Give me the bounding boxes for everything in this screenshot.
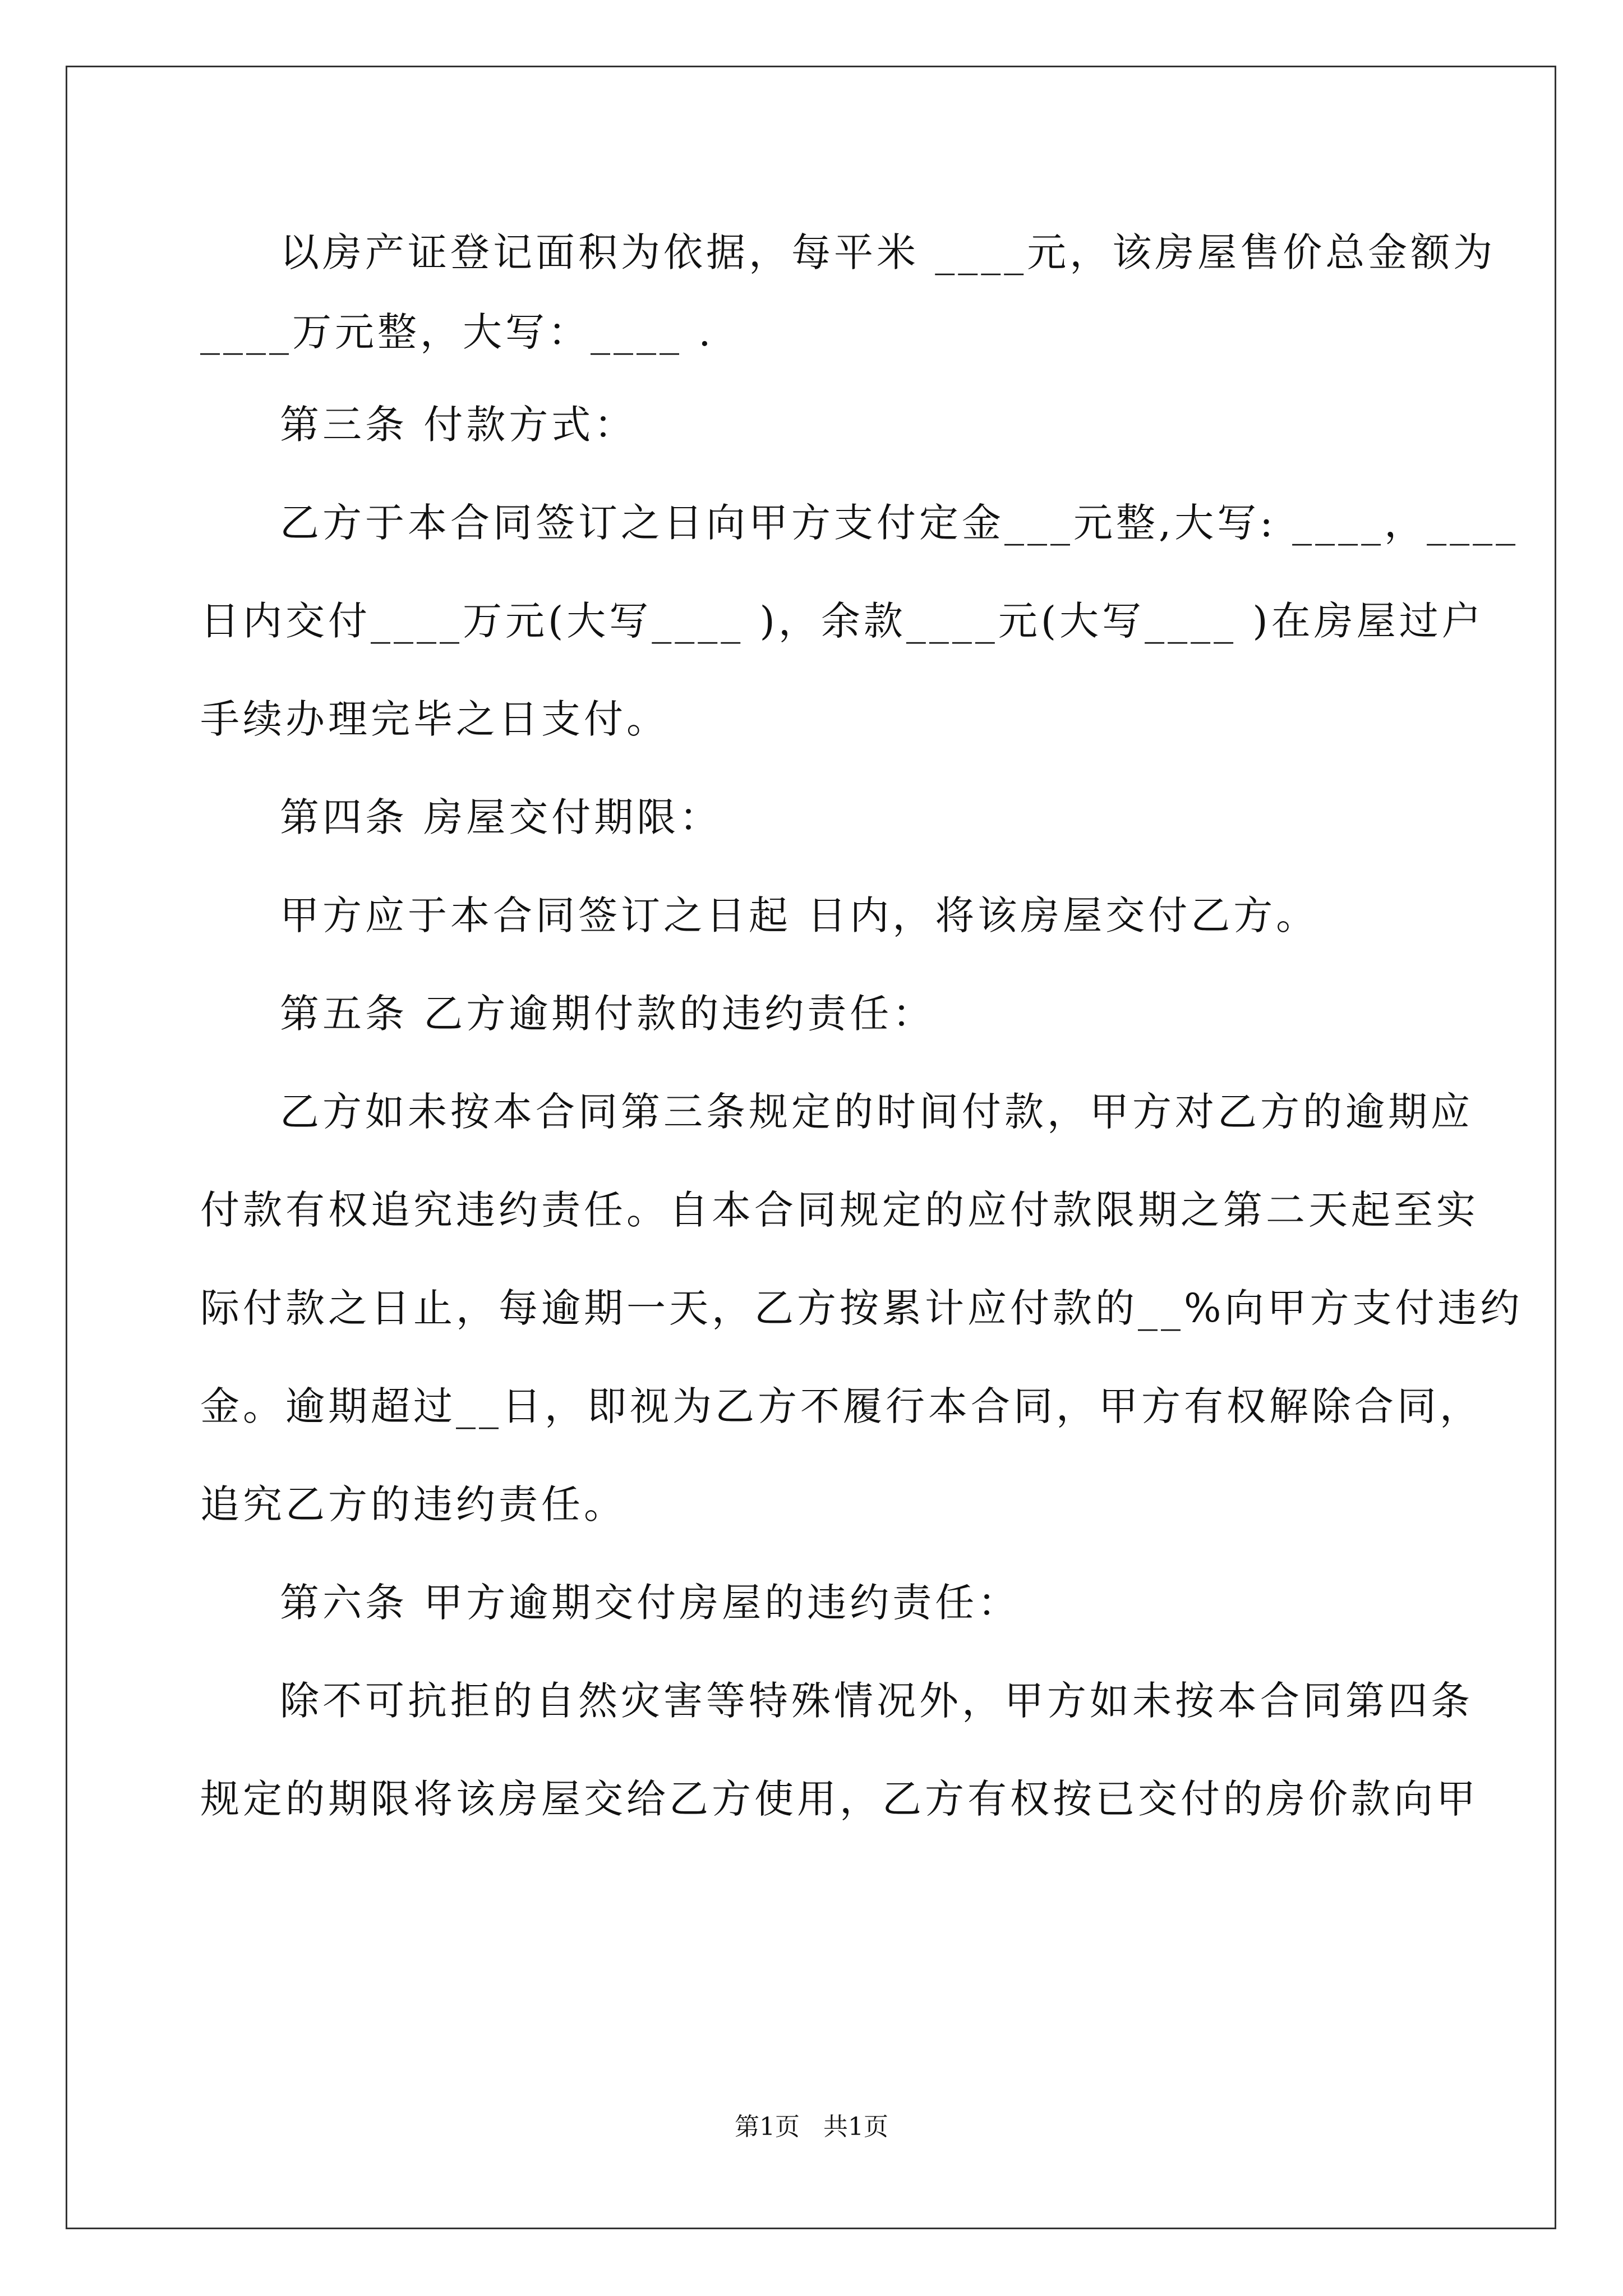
text-line: 除不可抗拒的自然灾害等特殊情况外，甲方如未按本合同第四条 xyxy=(280,1678,1473,1724)
page-footer: 第1页 共1页 xyxy=(735,2113,888,2141)
clause-heading: 第三条 付款方式： xyxy=(280,402,637,448)
text-line: 以房产证登记面积为依据，每平米 ____元，该房屋售价总金额为 xyxy=(280,229,1496,275)
text-line: 乙方于本合同签订之日向甲方支付定金___元整,大写: ____，____ xyxy=(280,500,1519,546)
page-border xyxy=(66,66,1556,2229)
text-line: 甲方应于本合同签订之日起 日内，将该房屋交付乙方。 xyxy=(280,892,1319,938)
clause-heading: 第六条 甲方逾期交付房屋的违约责任： xyxy=(280,1580,1021,1626)
text-line: 付款有权追究违约责任。自本合同规定的应付款限期之第二天起至实 xyxy=(200,1187,1479,1233)
text-line: 追究乙方的违约责任。 xyxy=(200,1481,626,1527)
clause-heading: 第五条 乙方逾期付款的违约责任： xyxy=(280,991,935,1037)
text-line: 际付款之日止，每逾期一天，乙方按累计应付款的__%向甲方支付违约 xyxy=(200,1285,1523,1331)
text-line: ____万元整，大写：____ . xyxy=(200,309,714,355)
text-line: 手续办理完毕之日支付。 xyxy=(200,696,669,742)
clause-heading: 第四条 房屋交付期限： xyxy=(280,794,722,840)
text-line: 乙方如未按本合同第三条规定的时间付款，甲方对乙方的逾期应 xyxy=(280,1089,1473,1135)
text-line: 规定的期限将该房屋交给乙方使用，乙方有权按已交付的房价款向甲 xyxy=(200,1776,1479,1822)
text-line: 金。逾期超过__日，即视为乙方不履行本合同，甲方有权解除合同， xyxy=(200,1383,1482,1429)
text-line: 日内交付____万元(大写____ )，余款____元(大写____ )在房屋过户 xyxy=(200,598,1484,644)
